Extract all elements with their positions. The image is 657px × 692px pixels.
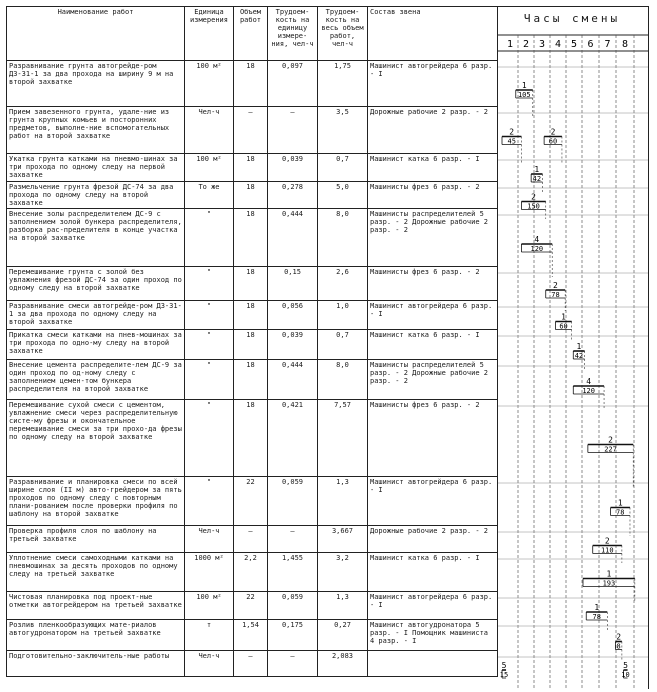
gantt-worker-count: 2 xyxy=(616,632,622,642)
gantt-duration: 227 xyxy=(604,445,617,454)
cell-volume: — xyxy=(234,526,268,553)
table-row xyxy=(7,301,498,330)
header-labor-unit: Трудоем-кость на единицу измере-ния, чел-ч xyxy=(268,7,318,61)
gantt-worker-count: 2 xyxy=(604,536,610,546)
hours-chart xyxy=(498,6,649,689)
cell-crew: Машинист катка 6 разр. - I xyxy=(368,553,498,592)
cell-crew: Машинист катка 6 разр. - I xyxy=(368,154,498,182)
gantt-worker-count: 1 xyxy=(606,569,612,579)
header-name: Наименование работ xyxy=(7,7,185,61)
header-volume: Объем работ xyxy=(234,7,268,61)
hour-number: 6 xyxy=(587,39,594,50)
gantt-duration: 60 xyxy=(548,137,558,146)
cell-name: Разравнивание грунта автогрейде-ром ДЗ-31-1 за два прохода на ширину 9 м на второй захватке xyxy=(7,61,185,107)
cell-labor-total: 1,3 xyxy=(318,477,368,526)
hour-number: 2 xyxy=(522,39,530,50)
gantt-duration: 78 xyxy=(551,291,560,299)
gantt-worker-count: 2 xyxy=(553,281,558,290)
cell-volume: 2,2 xyxy=(234,553,268,592)
gantt-duration: 150 xyxy=(527,202,540,211)
cell-crew xyxy=(368,651,498,677)
cell-volume: 18 xyxy=(234,400,268,477)
cell-name: Укатка грунта катками на пневмо-шинах за три прохода по одному следу на первой захватке xyxy=(7,154,185,182)
cell-labor-unit: 0,278 xyxy=(268,182,318,209)
hours-title: Часы смены xyxy=(523,12,621,25)
cell-crew: Машинисты фрез 6 разр. - 2 xyxy=(368,267,498,301)
cell-crew: Машинисты распределителей 5 разр. - 2 Дорожные рабочие 2 разр. - 2 xyxy=(368,360,498,400)
cell-crew: Дорожные рабочие 2 разр. - 2 xyxy=(368,107,498,154)
cell-crew: Машинисты фрез 6 разр. - 2 xyxy=(368,400,498,477)
hour-number: 5 xyxy=(570,39,578,50)
cell-crew: Дорожные рабочие 2 разр. - 2 xyxy=(368,526,498,553)
cell-labor-unit: 0,059 xyxy=(268,592,318,620)
gantt-duration: 15 xyxy=(499,671,509,679)
gantt-duration: 78 xyxy=(616,508,625,517)
cell-labor-unit: 0,039 xyxy=(268,330,318,360)
cell-labor-unit: 1,455 xyxy=(268,553,318,592)
cell-name: Внесение золы распределителем ДС-9 с заполнением золой бункера распределителя, разборка рас-пределителя в конце участка на второй захватке xyxy=(7,209,185,267)
cell-unit: То же xyxy=(185,182,234,209)
gantt-worker-count: 1 xyxy=(617,498,623,508)
gantt-duration: 110 xyxy=(600,546,614,555)
gantt-worker-count: 1 xyxy=(594,603,600,612)
cell-labor-total: 0,7 xyxy=(318,330,368,360)
cell-name: Прием завезенного грунта, удале-ние из грунта крупных комьев и посторонних предметов, выполне-ние вспомогательных работ на второй захватке xyxy=(7,107,185,154)
gantt-worker-count: 4 xyxy=(534,235,540,244)
cell-name: Перемешивание грунта с золой без увлажнения фрезой ДС-74 за один проход по одному следу на второй захватке xyxy=(7,267,185,301)
cell-crew: Машинист автогудронатора 5 разр. - I Помощник машиниста 4 разр. - I xyxy=(368,620,498,651)
cell-unit: Чел-ч xyxy=(185,526,234,553)
gantt-worker-count: 2 xyxy=(608,435,613,445)
table-row xyxy=(7,330,498,360)
gantt-duration: 120 xyxy=(530,245,544,253)
cell-unit: " xyxy=(185,400,234,477)
cell-volume: 18 xyxy=(234,209,268,267)
cell-volume: 18 xyxy=(234,61,268,107)
cell-labor-unit: 0,444 xyxy=(268,360,318,400)
gantt-worker-count: 2 xyxy=(509,127,515,137)
cell-labor-unit: 0,421 xyxy=(268,400,318,477)
gantt-worker-count: 4 xyxy=(586,377,592,386)
cell-labor-total: 0,7 xyxy=(318,154,368,182)
table-row xyxy=(7,553,498,592)
cell-volume: 22 xyxy=(234,592,268,620)
cell-labor-total: 3,5 xyxy=(318,107,368,154)
table-row xyxy=(7,477,498,526)
gantt-worker-count: 1 xyxy=(561,312,566,322)
hour-number: 1 xyxy=(506,39,514,50)
gantt-duration: 8 xyxy=(616,642,621,651)
cell-unit: 1000 м² xyxy=(185,553,234,592)
hour-number: 4 xyxy=(554,39,562,50)
table-row xyxy=(7,182,498,209)
cell-volume: 18 xyxy=(234,267,268,301)
cell-name: Проверка профиля слоя по шаблону на третьей захватке xyxy=(7,526,185,553)
cell-name: Перемешивание сухой смеси с цементом, увлажнение смеси через распределительную систе-му фрезы и окончательное перемешивание смеси за три прохо-да фрезы по одному следу на второй захватке xyxy=(7,400,185,477)
gantt-duration: 42 xyxy=(532,175,542,183)
cell-volume: 18 xyxy=(234,360,268,400)
cell-labor-unit: 0,056 xyxy=(268,301,318,330)
cell-labor-total: 1,3 xyxy=(318,592,368,620)
cell-name: Подготовительно-заключитель-ные работы xyxy=(7,651,185,677)
cell-name: Разравнивание смеси автогрейде-ром ДЗ-31-1 за два прохода по одному следу на второй захватке xyxy=(7,301,185,330)
cell-unit: " xyxy=(185,267,234,301)
cell-name: Розлив пленкообразующих мате-риалов автогудронатором на третьей захватке xyxy=(7,620,185,651)
cell-volume: 22 xyxy=(234,477,268,526)
gantt-duration: 120 xyxy=(582,387,595,395)
cell-unit: Чел-ч xyxy=(185,651,234,677)
header-crew: Состав звена xyxy=(368,7,498,61)
cell-crew: Машинист автогрейдера 6 разр. - I xyxy=(368,301,498,330)
hour-number: 3 xyxy=(538,39,546,50)
gantt-worker-count: 2 xyxy=(531,192,537,202)
cell-crew: Машинисты распределителей 5 разр. - 2 Дорожные рабочие 2 разр. - 2 xyxy=(368,209,498,267)
cell-volume: 18 xyxy=(234,182,268,209)
cell-labor-total: 1,75 xyxy=(318,61,368,107)
cell-unit: " xyxy=(185,477,234,526)
cell-volume: 18 xyxy=(234,330,268,360)
table-row xyxy=(7,154,498,182)
table-row xyxy=(7,400,498,477)
cell-labor-unit: 0,175 xyxy=(268,620,318,651)
cell-volume: — xyxy=(234,107,268,154)
gantt-duration: 60 xyxy=(559,322,568,331)
gantt-duration: 42 xyxy=(574,352,584,360)
cell-unit: " xyxy=(185,330,234,360)
cell-labor-total: 7,57 xyxy=(318,400,368,477)
table-row xyxy=(7,592,498,620)
cell-labor-unit: 0,059 xyxy=(268,477,318,526)
table-row xyxy=(7,107,498,154)
work-schedule-table xyxy=(6,6,498,677)
header-labor-total: Трудоем-кость на весь объем работ, чел-ч xyxy=(318,7,368,61)
cell-labor-unit: 0,444 xyxy=(268,209,318,267)
cell-unit: " xyxy=(185,360,234,400)
table-row xyxy=(7,61,498,107)
gantt-worker-count: 1 xyxy=(534,165,540,174)
gantt-duration: 45 xyxy=(507,137,516,146)
cell-crew: Машинисты фрез 6 разр. - 2 xyxy=(368,182,498,209)
cell-labor-unit: — xyxy=(268,651,318,677)
cell-labor-unit: 0,097 xyxy=(268,61,318,107)
cell-labor-total: 3,2 xyxy=(318,553,368,592)
cell-name: Чистовая планировка под проект-ные отметки автогрейдером на третьей захватке xyxy=(7,592,185,620)
gantt-worker-count: 1 xyxy=(576,342,582,351)
cell-labor-total: 8,0 xyxy=(318,209,368,267)
cell-labor-total: 1,0 xyxy=(318,301,368,330)
cell-labor-unit: — xyxy=(268,526,318,553)
table-row xyxy=(7,209,498,267)
hour-number: 7 xyxy=(604,39,611,50)
table-row xyxy=(7,526,498,553)
hours-gantt xyxy=(498,7,648,689)
cell-crew: Машинист катка 6 разр. - I xyxy=(368,330,498,360)
gantt-worker-count: 5 xyxy=(501,661,507,670)
gantt-worker-count: 1 xyxy=(521,81,527,90)
table-row xyxy=(7,360,498,400)
cell-volume: 1,54 xyxy=(234,620,268,651)
cell-labor-total: 0,27 xyxy=(318,620,368,651)
cell-labor-unit: — xyxy=(268,107,318,154)
cell-labor-total: 2,6 xyxy=(318,267,368,301)
gantt-worker-count: 5 xyxy=(623,661,628,670)
header-unit: Единица измерения xyxy=(185,7,234,61)
cell-crew: Машинист автогрейдера 6 разр. - I xyxy=(368,61,498,107)
cell-name: Уплотнение смеси самоходными катками на пневмошинах за десять проходов по одному следу на третьей захватке xyxy=(7,553,185,592)
cell-unit: 100 м² xyxy=(185,154,234,182)
cell-name: Внесение цемента распределите-лем ДС-9 за один проход по од-ному следу с заполнением цемен-том бункера распределителя на второй захватке xyxy=(7,360,185,400)
cell-unit: Чел-ч xyxy=(185,107,234,154)
gantt-duration: 105 xyxy=(517,91,531,99)
cell-labor-unit: 0,15 xyxy=(268,267,318,301)
cell-unit: " xyxy=(185,301,234,330)
cell-name: Разравнивание и планировка смеси по всей ширине слоя (II м) авто-грейдером за пять проходов по одному следу с повторным плани-рованием после проверки профиля по шаблону на второй захватке xyxy=(7,477,185,526)
cell-name: Прикатка смеси катками на пнев-мошинах за три прохода по одно-му следу на второй захватке xyxy=(7,330,185,360)
gantt-worker-count: 2 xyxy=(550,127,556,137)
cell-labor-total: 5,0 xyxy=(318,182,368,209)
cell-name: Размельчение грунта фрезой ДС-74 за два прохода по одному следу на второй захватке xyxy=(7,182,185,209)
cell-unit: " xyxy=(185,209,234,267)
cell-volume: 18 xyxy=(234,154,268,182)
cell-crew: Машинист автогрейдера 6 разр. - I xyxy=(368,592,498,620)
table-row xyxy=(7,267,498,301)
cell-labor-total: 8,0 xyxy=(318,360,368,400)
gantt-duration: 10 xyxy=(621,671,630,679)
cell-labor-total: 2,083 xyxy=(318,651,368,677)
cell-volume: 18 xyxy=(234,301,268,330)
gantt-duration: 193 xyxy=(602,579,616,588)
cell-unit: т xyxy=(185,620,234,651)
cell-labor-total: 3,667 xyxy=(318,526,368,553)
cell-labor-unit: 0,039 xyxy=(268,154,318,182)
cell-unit: 100 м² xyxy=(185,61,234,107)
cell-unit: 100 м² xyxy=(185,592,234,620)
hour-number: 8 xyxy=(621,39,629,50)
table-row xyxy=(7,651,498,677)
gantt-duration: 78 xyxy=(592,613,601,621)
cell-volume: — xyxy=(234,651,268,677)
table-row xyxy=(7,620,498,651)
cell-crew: Машинист автогрейдера 6 разр. - I xyxy=(368,477,498,526)
